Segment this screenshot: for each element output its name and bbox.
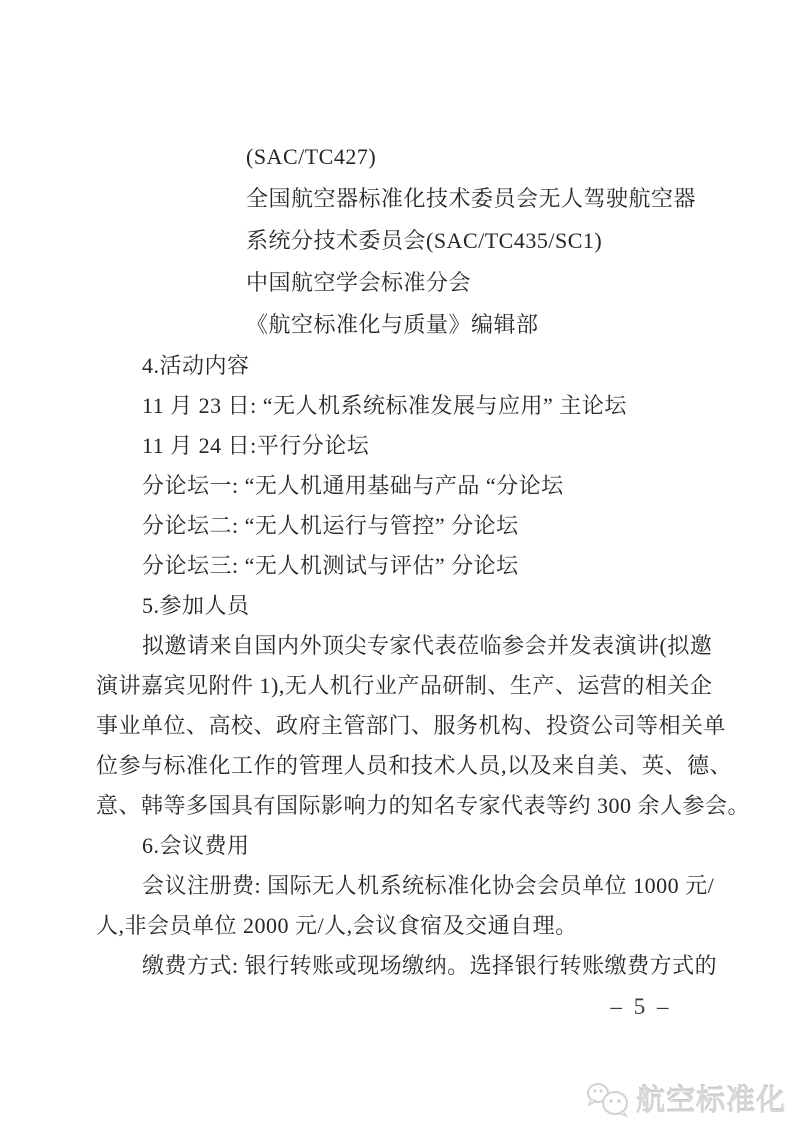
doc-line: 11 月 23 日: “无人机系统标准发展与应用” 主论坛 — [142, 393, 627, 418]
wechat-icon — [585, 1080, 631, 1118]
org-line: 全国航空器标准化技术委员会无人驾驶航空器 — [246, 186, 697, 211]
doc-line: 分论坛一: “无人机通用基础与产品 “分论坛 — [142, 473, 564, 498]
doc-line: 位参与标准化工作的管理人员和技术人员,以及来自美、英、德、 — [96, 753, 733, 778]
doc-line: 拟邀请来自国内外顶尖专家代表莅临参会并发表演讲(拟邀 — [142, 633, 713, 658]
page-number: – 5 – — [610, 994, 672, 1019]
doc-line: 会议注册费: 国际无人机系统标准化协会会员单位 1000 元/ — [142, 873, 715, 898]
section-heading-participants: 5.参加人员 — [142, 593, 250, 618]
doc-line: 人,非会员单位 2000 元/人,会议食宿及交通自理。 — [96, 913, 578, 938]
section-heading-fees: 6.会议费用 — [142, 833, 250, 858]
doc-line: 意、韩等多国具有国际影响力的知名专家代表等约 300 余人参会。 — [96, 793, 751, 818]
document-body — [96, 130, 756, 986]
section-heading-activities: 4.活动内容 — [142, 353, 250, 378]
doc-line: 11 月 24 日:平行分论坛 — [142, 433, 370, 458]
doc-line: 分论坛二: “无人机运行与管控” 分论坛 — [142, 513, 519, 538]
doc-line: 事业单位、高校、政府主管部门、服务机构、投资公司等相关单 — [96, 713, 727, 738]
org-line: 中国航空学会标准分会 — [246, 270, 472, 295]
footer-brand-label: 航空标准化 — [635, 1085, 786, 1117]
organizer-list — [96, 130, 756, 346]
org-line: (SAC/TC427) — [246, 144, 377, 169]
org-line: 系统分技术委员会(SAC/TC435/SC1) — [246, 228, 603, 253]
org-line: 《航空标准化与质量》编辑部 — [246, 312, 539, 337]
doc-line: 分论坛三: “无人机测试与评估” 分论坛 — [142, 553, 519, 578]
doc-line: 演讲嘉宾见附件 1),无人机行业产品研制、生产、运营的相关企 — [96, 673, 713, 698]
footer-brand — [585, 1078, 786, 1119]
doc-line: 缴费方式: 银行转账或现场缴纳。选择银行转账缴费方式的 — [142, 953, 718, 978]
